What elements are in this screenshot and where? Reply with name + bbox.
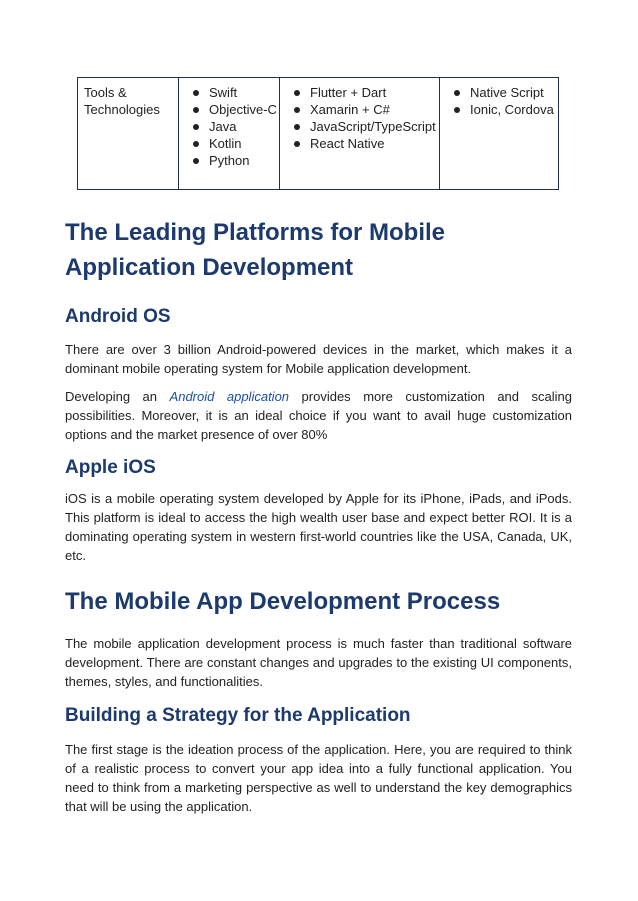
tools-technologies-label: Tools & Technologies <box>84 85 160 117</box>
android-p2-text: Developing an <box>65 389 170 404</box>
android-paragraph-2 <box>65 387 572 444</box>
list-item: Xamarin + C# <box>286 101 439 118</box>
heading-leading-platforms: The Leading Platforms for Mobile Application Development <box>65 219 446 281</box>
table-cell-label <box>78 78 178 189</box>
list-item: Java <box>185 118 279 135</box>
list-item: Ionic, Cordova <box>446 101 558 118</box>
list-item: Kotlin <box>185 135 279 152</box>
process-paragraph: The mobile application development process is much faster than traditional software development. There are constant changes and upgrades to the existing UI components, themes, styles, and functionalities. <box>65 636 572 689</box>
strategy-paragraph: The first stage is the ideation process of the application. Here, you are required to think of a realistic process to convert your app idea into a fully functional application. You need to think from a marketing perspective as well to understand the key demographics that will be using the application. <box>65 742 572 814</box>
heading-building-strategy: Building a Strategy for the Application <box>65 705 411 726</box>
list-item: JavaScript/TypeScript <box>286 118 439 135</box>
heading-development-process: The Mobile App Development Process <box>65 588 501 615</box>
android-application-link[interactable]: Android application <box>169 389 290 404</box>
technologies-table <box>77 77 559 190</box>
cross-platform-list <box>286 84 439 152</box>
ios-paragraph: iOS is a mobile operating system developed by Apple for its iPhone, iPads, and iPods. This platform is ideal to access the high wealth user base and expect better ROI. It is a dominating operating system in western first-world countries like the USA, Canada, UK, etc. <box>65 491 572 563</box>
android-p2-text: provides more customization and scaling possibilities. Moreover, it is an ideal choice if you want to avail huge customization options and the market presence of over 80% <box>65 389 573 442</box>
android-paragraph-1: There are over 3 billion Android-powered devices in the market, which makes it a dominant mobile operating system for Mobile application development. <box>65 342 572 376</box>
heading-android-os: Android OS <box>65 306 171 327</box>
list-item: Native Script <box>446 84 558 101</box>
heading-apple-ios: Apple iOS <box>65 457 156 478</box>
list-item: React Native <box>286 135 439 152</box>
list-item: Python <box>185 152 279 169</box>
list-item: Swift <box>185 84 279 101</box>
table-cell-hybrid <box>439 78 558 189</box>
native-languages-list <box>185 84 279 169</box>
list-item: Objective-C <box>185 101 279 118</box>
hybrid-list <box>446 84 558 118</box>
list-item: Flutter + Dart <box>286 84 439 101</box>
table-cell-native <box>178 78 279 189</box>
table-cell-cross-platform <box>279 78 439 189</box>
